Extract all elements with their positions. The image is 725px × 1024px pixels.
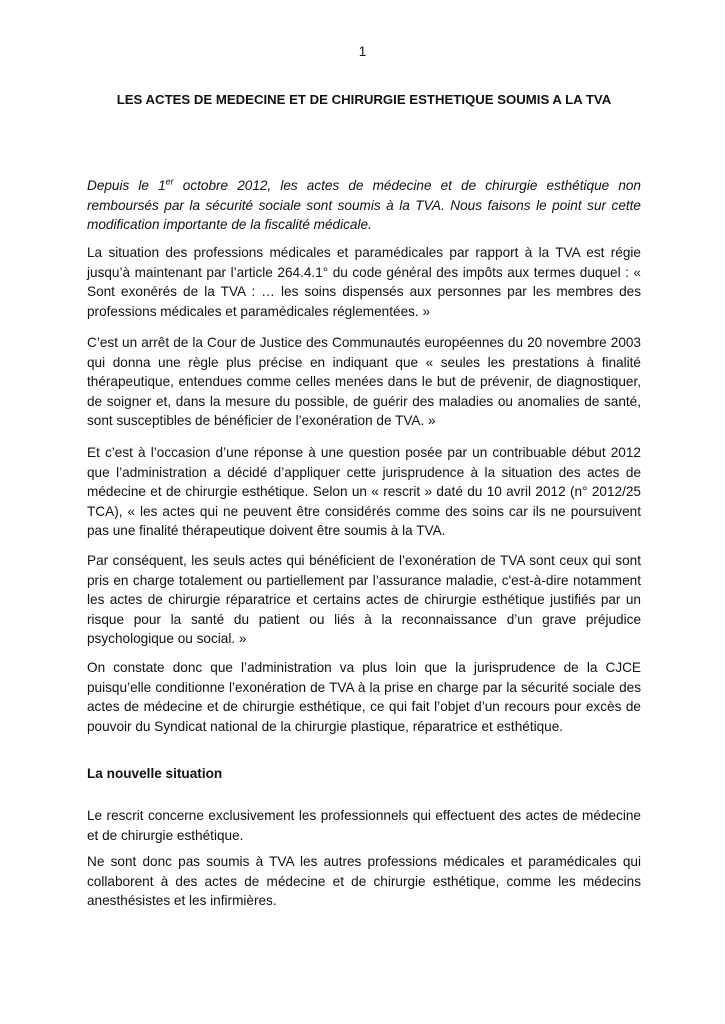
paragraph: Le rescrit concerne exclusivement les professionnels qui effectuent des actes de médecine et de chirurgie esthétique. <box>87 808 641 843</box>
intro-superscript: er <box>165 176 174 187</box>
paragraph: On constate donc que l’administration va plus loin que la jurisprudence de la CJCE puisqu’elle conditionne l’exonération de TVA à la prise en charge par la sécurité sociale des actes de médecine et de chirurgie esthétique, ce qui fait l’objet d’un recours pour excès de pouvoir du Syndicat national de la chirurgie plastique, réparatrice et esthétique. <box>87 660 641 734</box>
page-number: 1 <box>358 44 367 59</box>
paragraph: La situation des professions médicales et paramédicales par rapport à la TVA est régie jusqu’à maintenant par l’article 264.4.1° du code général des impôts aux termes duquel : « Sont exonérés de la TVA : … les soins dispensés aux personnes par les membres des professions médicales et paramédicales réglementées. » <box>87 245 641 319</box>
paragraph: Et c’est à l’occasion d’une réponse à une question posée par un contribuable début 2012 que l’administration a décidé d’appliquer cette jurisprudence à la situation des actes de médecine et de chirurgie esthétique. Selon un « rescrit » daté du 10 avril 2012 (n° 2012/25 TCA), « les actes qui ne peuvent être considérés comme des soins car ils ne poursuivent pas une finalité thérapeutique doivent être soumis à la TVA. <box>87 445 641 539</box>
paragraph: Ne sont donc pas soumis à TVA les autres professions médicales et paramédicales qui collaborent à des actes de médecine et de chirurgie esthétique, comme les médecins anesthésistes et les infirmières. <box>87 854 641 909</box>
intro-text-start: Depuis le 1 <box>87 178 166 193</box>
document-title: LES ACTES DE MEDECINE ET DE CHIRURGIE ESTHETIQUE SOUMIS A LA TVA <box>116 92 612 107</box>
intro-paragraph <box>87 176 641 235</box>
section-heading: La nouvelle situation <box>87 766 223 781</box>
paragraph: C’est un arrêt de la Cour de Justice des Communautés européennes du 20 novembre 2003 qui donna une règle plus précise en indiquant que « seules les prestations à finalité thérapeutique, entendues comme celles menées dans le but de prévenir, de diagnostiquer, de soigner et, dans la mesure du possible, de guérir des maladies ou anomalies de santé, sont susceptibles de bénéficier de l’exonération de TVA. » <box>87 335 641 429</box>
paragraph: Par conséquent, les seuls actes qui bénéficient de l’exonération de TVA sont ceux qui sont pris en charge totalement ou partiellement par l’assurance maladie, c'est-à-dire notamment les actes de chirurgie réparatrice et certains actes de chirurgie esthétique justifiés par un risque pour la santé du patient ou liés à la reconnaissance d’un grave préjudice psychologique ou social. » <box>87 553 641 647</box>
intro-text-end: octobre 2012, les actes de médecine et de chirurgie esthétique non remboursés par la sécurité sociale sont soumis à la TVA. Nous faisons le point sur cette modification importante de la fiscalité médicale. <box>87 178 641 233</box>
